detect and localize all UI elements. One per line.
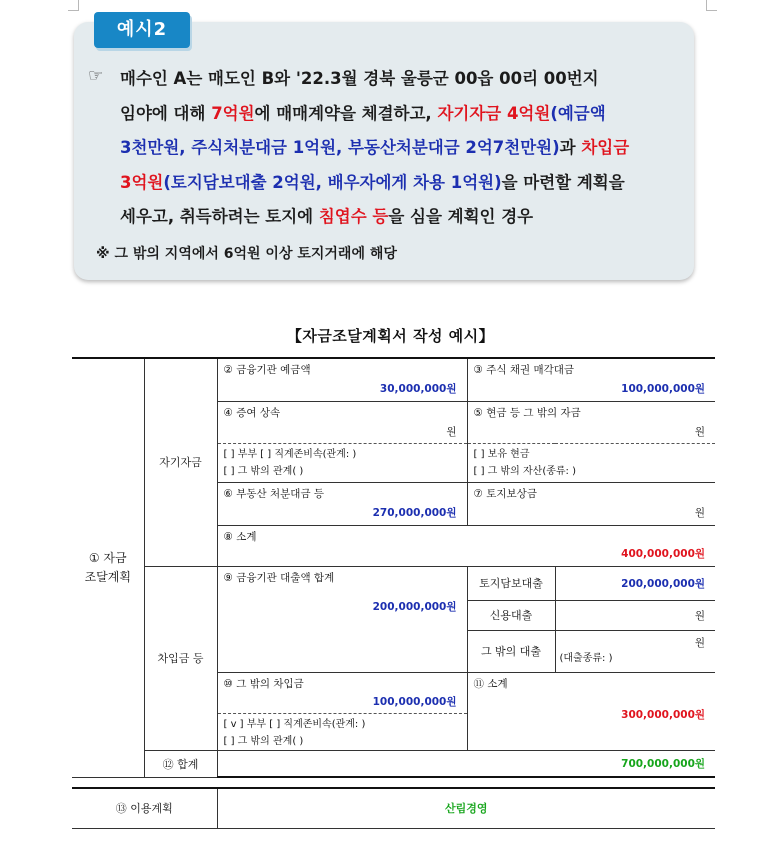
example-line bbox=[120, 131, 690, 166]
example-text-segment: (예금액 bbox=[550, 103, 606, 123]
form-title: 【자금조달계획서 작성 예시】 bbox=[286, 327, 495, 345]
field-bank-deposit: ② 금융기관 예금액 30,000,000원 bbox=[217, 358, 467, 401]
example-text-segment: 을 마련할 계획을 bbox=[501, 172, 625, 192]
example-text-segment: 매수인 A는 매도인 B와 '22.3월 경북 울릉군 00읍 00리 00번지 bbox=[120, 69, 599, 88]
page-corner-mark-right bbox=[706, 0, 717, 11]
loan-other-label: 그 밖의 대출 bbox=[467, 630, 555, 672]
gift-relation-options: [ ] 부부 [ ] 직계존비속(관계: ) [ ] 그 밖의 관계( ) bbox=[217, 443, 467, 482]
loan-other-amount: 원 (대출종류: ) bbox=[555, 630, 715, 672]
own-funds-label: 자기자금 bbox=[144, 358, 217, 566]
example-line bbox=[120, 200, 690, 235]
field-bank-loan-total: ⑨ 금융기관 대출액 합계 200,000,000원 bbox=[217, 566, 467, 672]
example-text-segment: 임야에 대해 bbox=[120, 103, 212, 123]
page-corner-mark-left bbox=[68, 0, 79, 11]
cash-asset-options: [ ] 보유 현금 [ ] 그 밖의 자산(종류: ) bbox=[467, 443, 715, 482]
field-own-subtotal: ⑧ 소계 400,000,000원 bbox=[217, 525, 715, 566]
example-text-segment: 자기자금 4억원 bbox=[437, 103, 551, 123]
example-text-segment: 에 매매계약을 체결하고, bbox=[254, 103, 438, 123]
example-text-segment: 차입금 bbox=[581, 138, 630, 157]
example-text-segment: 3천만원, 주식처분대금 1억원, 부동산처분대금 2억7천만원) bbox=[120, 138, 560, 157]
loan-land-label: 토지담보대출 bbox=[467, 566, 555, 600]
usage-plan-label: ⑬ 이용계획 bbox=[72, 788, 217, 828]
example-text-segment: 7억원 bbox=[211, 103, 255, 123]
grand-total-amount: 700,000,000원 bbox=[217, 750, 715, 777]
funding-plan-table bbox=[72, 357, 715, 778]
example-description bbox=[120, 62, 690, 235]
usage-plan-value: 산림경영 bbox=[217, 788, 715, 828]
loan-credit-amount: 원 bbox=[555, 600, 715, 630]
example-text-segment: 을 심을 계획인 경우 bbox=[388, 207, 534, 226]
field-other-borrowing: ⑩ 그 밖의 차입금 100,000,000원 [ v ] 부부 [ ] 직계존비속(관계: ) [ ] 그 밖의 관계( ) bbox=[217, 672, 467, 750]
field-gift-inheritance: ④ 증여 상속 원 bbox=[217, 401, 467, 443]
field-borrowed-subtotal: ⑪ 소계 300,000,000원 bbox=[467, 672, 715, 750]
example-line bbox=[120, 166, 690, 201]
example-line bbox=[120, 97, 690, 132]
loan-credit-label: 신용대출 bbox=[467, 600, 555, 630]
section-funding-plan: ① 자금 조달계획 bbox=[72, 358, 144, 777]
example-text-segment: 과 bbox=[559, 138, 582, 157]
example-note: ※ 그 밖의 지역에서 6억원 이상 토지거래에 해당 bbox=[96, 246, 397, 262]
example-tag: 예시2 bbox=[94, 12, 190, 48]
example-text-segment: (토지담보대출 2억원, 배우자에게 차용 1억원) bbox=[163, 172, 502, 192]
loan-land-amount: 200,000,000원 bbox=[555, 566, 715, 600]
usage-plan-table bbox=[72, 787, 715, 829]
grand-total-label: ⑫ 합계 bbox=[144, 750, 217, 777]
field-cash-other: ⑤ 현금 등 그 밖의 자금 원 bbox=[467, 401, 715, 443]
example-line bbox=[120, 62, 690, 97]
example-text-segment: 3억원 bbox=[120, 172, 164, 192]
field-land-compensation: ⑦ 토지보상금 원 bbox=[467, 482, 715, 525]
example-text-segment: 세우고, 취득하려는 토지에 bbox=[120, 207, 319, 226]
borrowed-funds-label: 차입금 등 bbox=[144, 566, 217, 750]
example-text-segment: 침엽수 등 bbox=[318, 207, 389, 226]
field-real-estate-sale: ⑥ 부동산 처분대금 등 270,000,000원 bbox=[217, 482, 467, 525]
borrowing-relation-options: [ v ] 부부 [ ] 직계존비속(관계: ) [ ] 그 밖의 관계( ) bbox=[218, 713, 467, 750]
pointing-hand-icon: ☞ bbox=[88, 66, 104, 86]
field-stock-sale: ③ 주식 채권 매각대금 100,000,000원 bbox=[467, 358, 715, 401]
